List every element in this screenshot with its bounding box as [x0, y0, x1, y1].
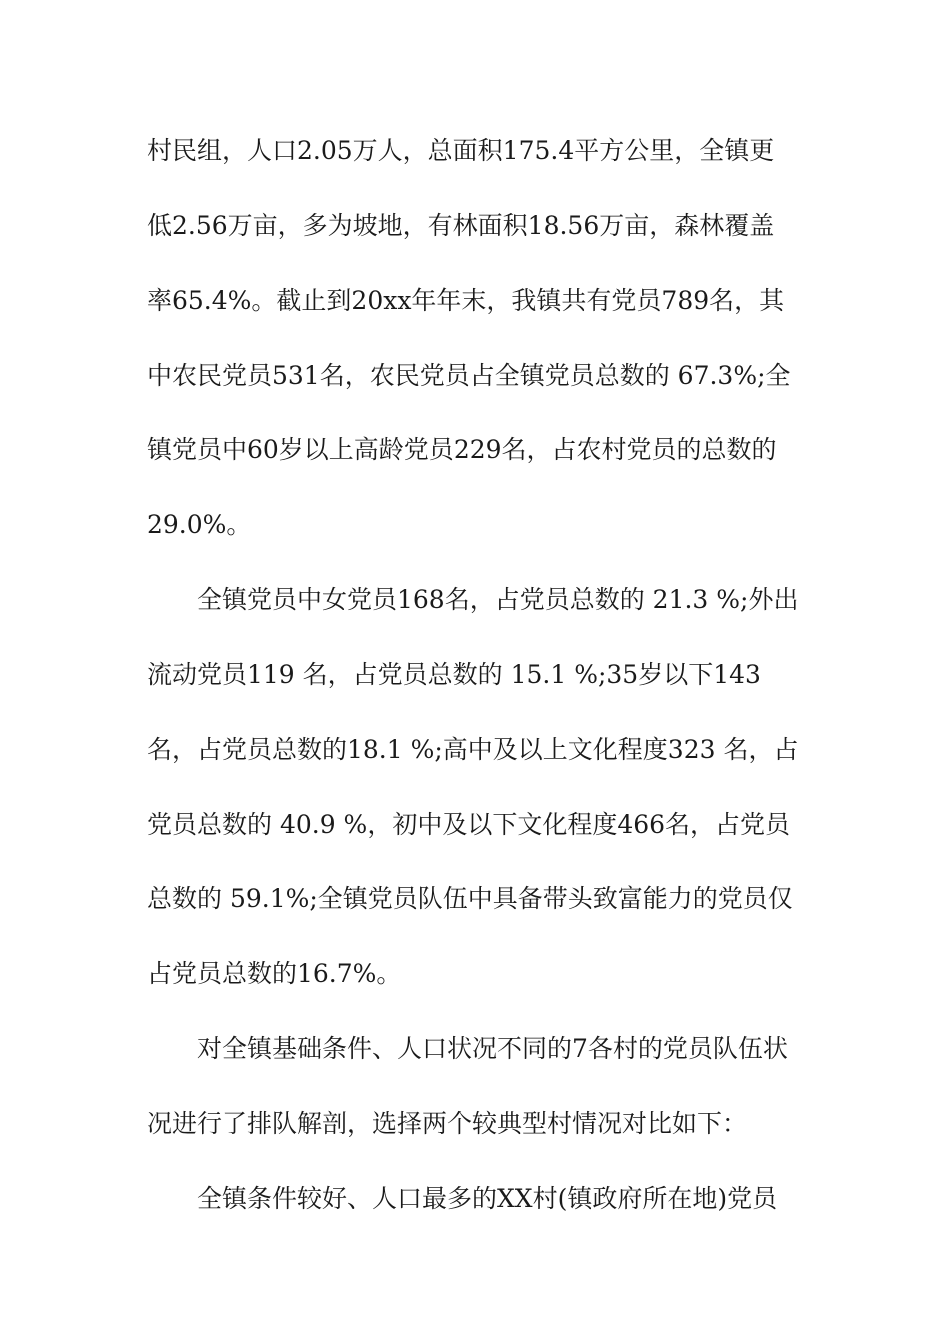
paragraph-3-line-1: 对全镇基础条件、人口状况不同的7各村的党员队伍状 [197, 1034, 788, 1063]
paragraph-2-line-6: 占党员总数的16.7%。 [147, 959, 402, 988]
paragraph-1-line-4: 中农民党员531名，农民党员占全镇党员总数的 67.3%;全 [147, 361, 791, 390]
paragraph-3-line-2: 况进行了排队解剖，选择两个较典型村情况对比如下： [147, 1109, 748, 1138]
paragraph-2-line-3: 名，占党员总数的18.1 %;高中及以上文化程度323 名，占 [147, 735, 799, 764]
paragraph-1-line-1: 村民组，人口2.05万人，总面积175.4平方公里，全镇更 [147, 136, 775, 165]
paragraph-2-line-1: 全镇党员中女党员168名，占党员总数的 21.3 %;外出 [197, 585, 799, 614]
paragraph-2-line-5: 总数的 59.1%;全镇党员队伍中具备带头致富能力的党员仅 [147, 884, 793, 913]
paragraph-1-line-5: 镇党员中60岁以上高龄党员229名，占农村党员的总数的 [147, 435, 777, 464]
paragraph-4-line-1: 全镇条件较好、人口最多的XX村(镇政府所在地)党员 [197, 1184, 778, 1213]
paragraph-1-line-2: 低2.56万亩，多为坡地，有林面积18.56万亩，森林覆盖 [147, 211, 775, 240]
paragraph-1-line-3: 率65.4%。截止到20xx年年末，我镇共有党员789名，其 [147, 286, 785, 315]
paragraph-2-line-4: 党员总数的 40.9 %，初中及以下文化程度466名，占党员 [147, 810, 791, 839]
paragraph-2-line-2: 流动党员119 名，占党员总数的 15.1 %;35岁以下143 [147, 660, 761, 689]
paragraph-1-line-6: 29.0%。 [147, 510, 252, 539]
